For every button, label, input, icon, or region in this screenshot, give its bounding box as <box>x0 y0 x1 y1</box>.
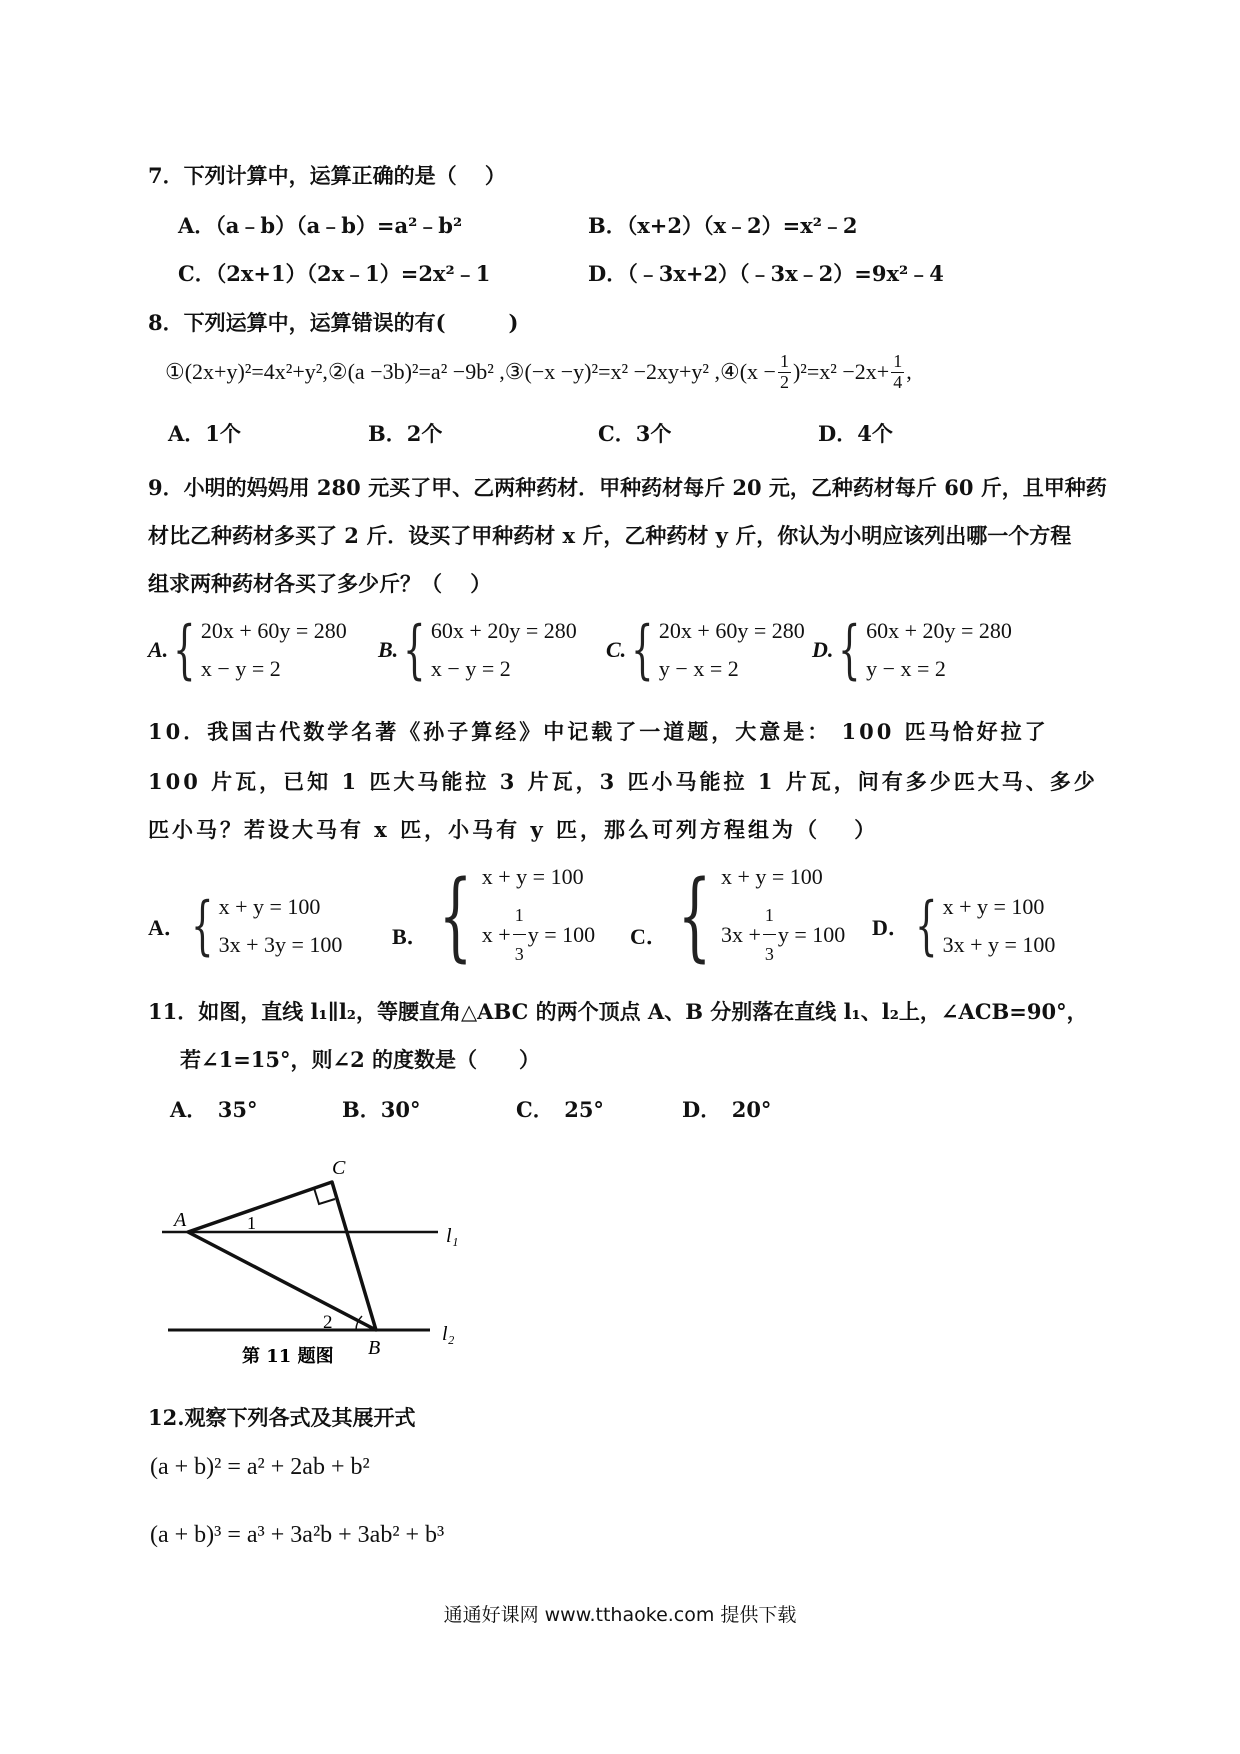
q9-c-eq2: y − x = 2 <box>658 656 739 681</box>
q10-option-b <box>392 858 595 973</box>
q9-option-a <box>148 612 347 688</box>
q8-expr-main: ①(2x+y)²=4x²+y²,②(a −3b)²=a² −9b² ,③(−x −y)²=x² −2xy+y² ,④(x − <box>165 359 776 385</box>
footer: 通通好课网 www.tthaoke.com 提供下载 <box>443 1604 797 1626</box>
q8-frac1-den: 2 <box>779 371 789 392</box>
triangle-abc <box>188 1182 376 1330</box>
angle-2-label: 2 <box>323 1312 333 1333</box>
q7-option-c: C．（2x+1）（2x﹣1）=2x²﹣1 <box>178 261 491 286</box>
q10-d-eq1: x + y = 100 <box>942 894 1045 919</box>
q12-eq-2: (a + b)³ = a³ + 3a²b + 3ab² + b³ <box>150 1522 445 1548</box>
vertex-c-label: C <box>332 1157 346 1179</box>
q9-option-b <box>378 612 577 688</box>
q10-c-eq2-post: y = 100 <box>777 921 846 947</box>
q10-option-b-label: B． <box>392 924 429 949</box>
q10-option-d-label: D． <box>872 914 910 940</box>
q9-option-c <box>606 612 805 688</box>
q10-b-eq2-pre: x + <box>481 921 511 947</box>
q8-stem: 8．下列运算中，运算错误的有( ) <box>148 310 519 335</box>
q11-line-1: 11．如图，直线 l₁∥l₂，等腰直角△ABC 的两个顶点 A、B 分别落在直线 l₁、l₂上，∠ACB=90°， <box>148 999 1088 1024</box>
line-l1-label: l₁ <box>446 1225 459 1247</box>
q9-b-eq1: 60x + 20y = 280 <box>430 618 577 643</box>
q9-option-c-label: C. <box>606 637 627 662</box>
q8-expr-mid: )²=x² −2x+ <box>792 359 890 385</box>
brace-icon: { <box>915 889 938 963</box>
q9-b-eq2: x − y = 2 <box>430 656 511 681</box>
q10-c-eq2 <box>721 896 845 973</box>
q8-frac2-num: 1 <box>893 351 903 371</box>
q10-a-eq1: x + y = 100 <box>218 894 321 919</box>
vertex-a-label: A <box>174 1209 187 1231</box>
q10-option-a-label: A． <box>148 914 186 940</box>
q10-option-d <box>872 888 1055 964</box>
q8-frac-half <box>778 352 791 393</box>
right-angle-mark <box>314 1188 335 1204</box>
q7-option-b: B．（x+2）（x﹣2）=x²﹣2 <box>588 213 858 238</box>
q10-option-a <box>148 888 342 964</box>
q12-stem: 12.观察下列各式及其展开式 <box>148 1405 416 1430</box>
q7-option-d: D．（﹣3x+2）（﹣3x﹣2）=9x²﹣4 <box>588 261 944 286</box>
brace-icon: { <box>438 859 473 972</box>
q11-figure <box>150 1150 490 1370</box>
q10-a-eq2: 3x + 3y = 100 <box>218 932 343 957</box>
q11-option-b: B．30° <box>342 1097 421 1122</box>
q10-d-eq2: 3x + y = 100 <box>942 932 1056 957</box>
angle-1-label: 1 <box>247 1213 256 1233</box>
brace-icon: { <box>173 613 196 687</box>
figure-caption: 第 11 题图 <box>242 1346 334 1367</box>
q10-c-frac-den: 3 <box>764 944 774 964</box>
q8-option-b: B．2个 <box>368 421 443 446</box>
brace-icon: { <box>631 613 654 687</box>
q9-d-eq2: y − x = 2 <box>866 656 946 681</box>
q8-expr-end: , <box>906 359 912 385</box>
q8-expression <box>165 352 912 393</box>
q10-c-eq2-pre: 3x + <box>720 921 761 947</box>
q10-line-2: 100 片瓦，已知 1 匹大马能拉 3 片瓦，3 匹小马能拉 1 片瓦，问有多少匹大马、多少 <box>148 769 1098 794</box>
q7-stem: 7．下列计算中，运算正确的是（ ） <box>148 163 506 188</box>
q9-a-eq2: x − y = 2 <box>200 656 281 681</box>
q10-line-3: 匹小马？若设大马有 x 匹，小马有 y 匹，那么可列方程组为（ ） <box>148 817 879 842</box>
q8-option-a: A．1个 <box>168 421 241 446</box>
q8-frac-quarter <box>891 352 904 393</box>
brace-icon: { <box>191 889 214 963</box>
q9-c-eq1: 20x + 60y = 280 <box>658 618 805 643</box>
line-l2-label: l₂ <box>442 1323 455 1345</box>
q10-c-frac <box>763 896 776 973</box>
q11-option-a: A． 35° <box>170 1097 258 1122</box>
q10-option-c <box>630 858 845 973</box>
q11-line-2: 若∠1=15°，则∠2 的度数是（ ） <box>180 1047 541 1072</box>
q9-option-d <box>812 612 1012 688</box>
q11-option-d: D． 20° <box>682 1097 772 1122</box>
q11-option-c: C． 25° <box>516 1097 604 1122</box>
q9-line-2: 材比乙种药材多买了 2 斤．设买了甲种药材 x 斤，乙种药材 y 斤，你认为小明应该列出哪一个方程 <box>148 523 1072 548</box>
q8-frac1-num: 1 <box>779 351 789 371</box>
q8-frac2-den: 4 <box>893 371 903 392</box>
q9-option-b-label: B. <box>378 637 399 662</box>
q10-b-frac <box>513 896 526 973</box>
brace-icon: { <box>677 859 712 972</box>
q9-d-eq1: 60x + 20y = 280 <box>866 618 1012 643</box>
q9-line-3: 组求两种药材各买了多少斤？（ ） <box>148 571 492 596</box>
q9-option-a-label: A. <box>148 637 169 662</box>
q8-option-c: C．3个 <box>598 421 672 446</box>
q10-b-frac-num: 1 <box>513 896 526 935</box>
q8-option-d: D．4个 <box>818 421 893 446</box>
q10-c-eq1: x + y = 100 <box>720 864 823 889</box>
q10-b-frac-den: 3 <box>514 944 524 964</box>
q10-option-c-label: C． <box>630 924 668 949</box>
q12-eq-1: (a + b)² = a² + 2ab + b² <box>150 1454 370 1480</box>
brace-icon: { <box>838 613 861 687</box>
q7-option-a: A．（a﹣b）（a﹣b）=a²﹣b² <box>178 213 463 238</box>
q9-option-d-label: D. <box>812 637 834 662</box>
q9-line-1: 9．小明的妈妈用 280 元买了甲、乙两种药材．甲种药材每斤 20 元，乙种药材每斤 60 斤，且甲种药 <box>148 475 1107 500</box>
q10-line-1: 10．我国古代数学名著《孙子算经》中记载了一道题，大意是： 100 匹马恰好拉了 <box>148 719 1049 744</box>
q9-a-eq1: 20x + 60y = 280 <box>200 618 347 643</box>
q10-c-frac-num: 1 <box>763 896 776 935</box>
q10-b-eq2-post: y = 100 <box>527 921 596 947</box>
q10-b-eq2 <box>482 896 595 973</box>
brace-icon: { <box>403 613 426 687</box>
vertex-b-label: B <box>368 1337 381 1359</box>
q10-b-eq1: x + y = 100 <box>481 864 584 889</box>
